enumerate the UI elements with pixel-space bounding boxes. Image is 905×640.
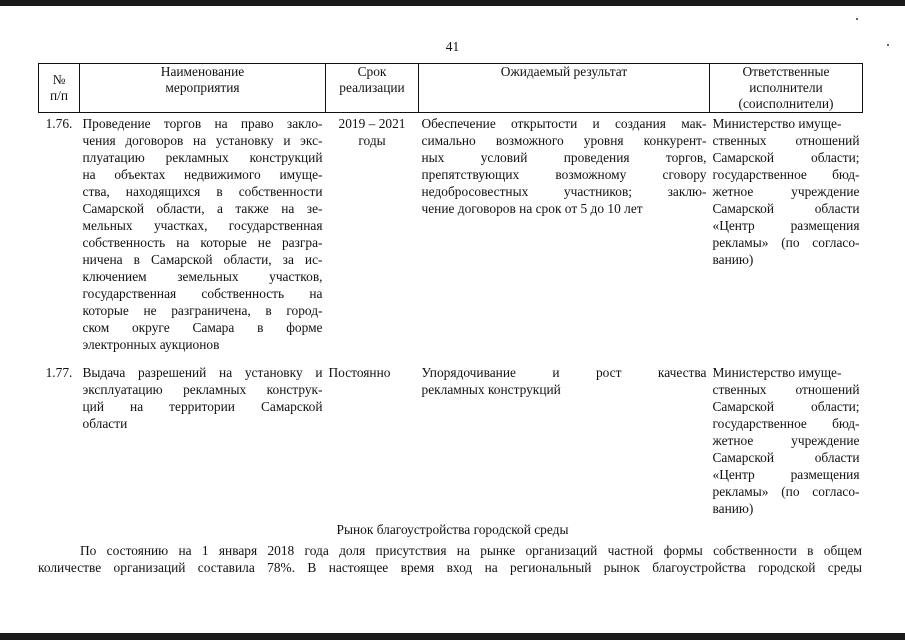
header-term: Срок реализации	[326, 64, 419, 113]
page-number: 41	[445, 39, 460, 54]
header-name: Наименование мероприятия	[80, 64, 326, 113]
body-paragraph: По состоянию на 1 января 2018 года доля присутствия на рынке организаций частной формы собственности в общем количестве организаций составила 78%. В настоящее время вход на региональный рынок благоустройства городской среды	[38, 543, 862, 575]
row-measure-name: Выдача разрешений на установку и эксплуатацию рекламных конструк- ций на территории Самарской области	[82, 365, 323, 431]
bottom-scan-border	[0, 633, 905, 640]
row-number: 1.76.	[45, 116, 73, 131]
top-scan-border	[0, 0, 905, 6]
header-num: № п/п	[39, 64, 80, 113]
scan-speck	[856, 18, 858, 20]
section-heading: Рынок благоустройства городской среды	[336, 522, 569, 537]
row-term: 2019 – 2021 годы	[338, 116, 406, 148]
table-row	[39, 353, 863, 517]
table-row	[39, 113, 863, 354]
row-expected-result: Обеспечение открытости и создания мак- симально возможного уровня конкурент- ных условий проведения торгов, препятствующих возможному сговору недобросовестных участников; заклю- чение договоров на срок от 5 до 10 лет	[421, 116, 707, 216]
row-term: Постоянно	[328, 365, 391, 380]
table-header	[39, 64, 863, 113]
row-expected-result: Упорядочивание и рост качества рекламных конструкций	[421, 365, 707, 397]
row-responsible: Министерство имуще- ственных отношений Самарской области; государственное бюд- жетное учреждение Самарской области «Центр размещения рекламы» (по согласо- ванию)	[712, 116, 860, 267]
header-result: Ожидаемый результат	[419, 64, 710, 113]
measures-table	[38, 63, 863, 517]
row-responsible: Министерство имуще- ственных отношений Самарской области; государственное бюд- жетное учреждение Самарской области «Центр размещения рекламы» (по согласо- ванию)	[712, 365, 860, 516]
row-measure-name: Проведение торгов на право закло- чения договоров на установку и экс- плуатацию рекламных конструкций на объектах недвижимого имуще- ства, находящихся в собственности Самарской области, а также на зе- мельных участках, государственная собственность на которые не разгра- ничена в Самарской области, за ис- ключением земельных участков, государственная собственность на которые не разграничена, в город- ском округе Самара в форме электронных аукционов	[82, 116, 323, 352]
row-number: 1.77.	[45, 365, 73, 380]
header-responsible: Ответственные исполнители (соисполнители)	[710, 64, 863, 113]
